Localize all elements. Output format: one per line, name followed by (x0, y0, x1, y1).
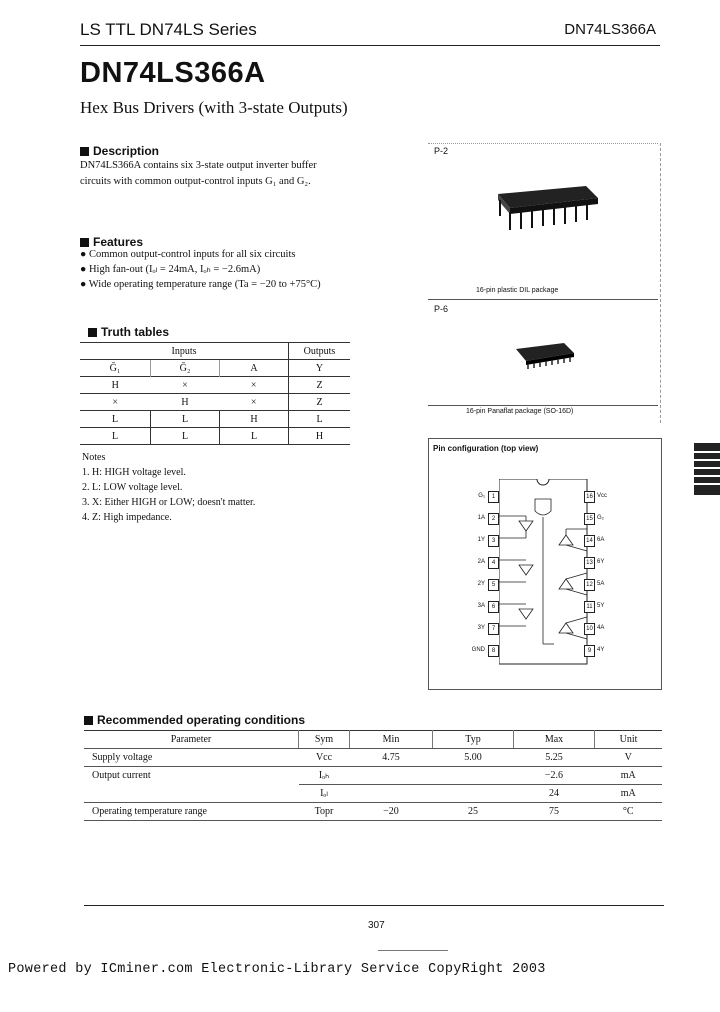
pin-number: 4 (488, 557, 499, 569)
package-code: P-2 (434, 146, 449, 156)
footer-credit: Powered by ICminer.com Electronic-Library Service CopyRight 2003 (8, 962, 546, 977)
index-tab (694, 453, 720, 459)
pin-number: 13 (584, 557, 595, 569)
table-cell: Output current (92, 770, 151, 782)
outputs-group-header: Outputs (289, 343, 351, 360)
list-item: ● High fan-out (Iₒₗ = 24mA, Iₒₕ = −2.6mA) (80, 264, 261, 275)
conditions-heading: Recommended operating conditions (84, 713, 305, 727)
column-header: Parameter (84, 731, 299, 749)
description-heading: Description (80, 144, 159, 158)
pin-label: 4Y (597, 647, 605, 653)
list-item: 2. L: LOW voltage level. (82, 482, 183, 493)
package-caption: 16-pin Panaflat package (SO-16D) (466, 408, 574, 415)
column-header: Sym (299, 731, 350, 749)
table-row (80, 394, 350, 411)
table-cell: Z (289, 394, 351, 411)
pin-number: 11 (584, 601, 595, 613)
pin-label: G₂ (597, 515, 604, 521)
pin-label: G₁ (478, 493, 485, 499)
table-cell: Topr (299, 803, 350, 821)
description-line: circuits with common output-control inputs G₁ and G₂. (80, 176, 311, 187)
table-row (84, 749, 662, 767)
pin-number: 12 (584, 579, 595, 591)
description-line: DN74LS366A contains six 3-state output inverter buffer (80, 160, 317, 171)
table-cell: 4.75 (350, 749, 433, 767)
table-cell: L (151, 411, 220, 428)
features-heading: Features (80, 235, 143, 249)
table-cell: °C (595, 803, 663, 821)
table-cell: H (80, 377, 151, 394)
index-tab (694, 461, 720, 467)
column-header: Min (350, 731, 433, 749)
dil-package-image (486, 176, 604, 234)
pin-label: 1A (477, 515, 485, 521)
pin-config-box (428, 438, 662, 690)
pin-label: 6Y (597, 559, 605, 565)
list-item: ● Wide operating temperature range (Ta = −20 to +75°C) (80, 279, 321, 290)
bullet-square-icon (80, 147, 89, 156)
pin-label: 4A (597, 625, 605, 631)
pin-diagram (499, 479, 599, 669)
series-title: LS TTL DN74LS Series (80, 20, 257, 39)
pin-number: 2 (488, 513, 499, 525)
list-item: ● Common output-control inputs for all six circuits (80, 249, 296, 260)
table-row (80, 377, 350, 394)
column-header: Ḡ₁ (80, 360, 151, 377)
index-tab (694, 443, 720, 451)
column-header: Y (289, 360, 351, 377)
table-cell: × (220, 394, 289, 411)
table-cell: 25 (433, 803, 514, 821)
table-cell: H (220, 411, 289, 428)
flat-package-image (510, 339, 580, 371)
header-rule (80, 45, 660, 46)
pin-config-heading: Pin configuration (top view) (433, 444, 539, 453)
pin-label: 3Y (477, 625, 485, 631)
table-cell: H (151, 394, 220, 411)
table-cell: Iₒₗ (299, 785, 350, 803)
pin-number: 7 (488, 623, 499, 635)
table-cell (433, 767, 514, 785)
table-cell: L (80, 428, 151, 445)
pin-number: 6 (488, 601, 499, 613)
table-cell: Z (289, 377, 351, 394)
table-cell: 5.25 (514, 749, 595, 767)
column-header: Ḡ₂ (151, 360, 220, 377)
bullet-square-icon (80, 238, 89, 247)
page-title: DN74LS366A (80, 57, 266, 89)
column-header: Typ (433, 731, 514, 749)
column-header: A (220, 360, 289, 377)
bullet-square-icon (84, 716, 93, 725)
table-cell: L (220, 428, 289, 445)
table-cell: V (595, 749, 663, 767)
notes-heading: Notes (82, 452, 106, 463)
pin-label: GND (471, 647, 485, 653)
pin-label: 1Y (477, 537, 485, 543)
table-cell (84, 785, 299, 803)
footer-rule (84, 905, 664, 906)
pin-number: 1 (488, 491, 499, 503)
page-number: 307 (368, 920, 385, 931)
description-text (80, 158, 380, 190)
column-header: Unit (595, 731, 663, 749)
features-list (80, 247, 380, 292)
index-tab (694, 469, 720, 475)
pin-label: 5Y (597, 603, 605, 609)
pin-label: 3A (477, 603, 485, 609)
table-cell: Iₒₕ (299, 767, 350, 785)
list-item: 4. Z: High impedance. (82, 512, 172, 523)
package-box-top-rule (428, 143, 658, 145)
pin-number: 9 (584, 645, 595, 657)
package-code: P-6 (434, 304, 449, 314)
table-row (84, 803, 662, 821)
pin-label: 6A (597, 537, 605, 543)
table-cell: × (80, 394, 151, 411)
pin-number: 15 (584, 513, 595, 525)
table-cell: 75 (514, 803, 595, 821)
table-cell: 24 (514, 785, 595, 803)
truth-table-heading: Truth tables (88, 325, 169, 339)
table-row (84, 785, 662, 803)
table-cell: mA (595, 767, 663, 785)
pin-number: 16 (584, 491, 595, 503)
page-subtitle: Hex Bus Drivers (with 3-state Outputs) (80, 98, 348, 117)
table-cell: Supply voltage (84, 749, 299, 767)
pin-number: 8 (488, 645, 499, 657)
list-item: 1. H: HIGH voltage level. (82, 467, 186, 478)
table-cell: Operating temperature range (84, 803, 299, 821)
notes (82, 450, 255, 525)
inputs-group-header: Inputs (171, 345, 197, 357)
pin-number: 3 (488, 535, 499, 547)
table-cell: −2.6 (514, 767, 595, 785)
index-tab (694, 477, 720, 483)
package-divider (428, 405, 658, 406)
pin-label: 2Y (477, 581, 485, 587)
scan-rule (378, 950, 448, 951)
pin-number: 10 (584, 623, 595, 635)
pin-label: Vcc (597, 493, 608, 499)
pin-label: 5A (597, 581, 605, 587)
pin-number: 5 (488, 579, 499, 591)
table-cell: mA (595, 785, 663, 803)
table-cell: × (220, 377, 289, 394)
part-reference: DN74LS366A (564, 21, 656, 38)
table-cell (350, 767, 433, 785)
conditions-table (84, 730, 662, 821)
list-item: 3. X: Either HIGH or LOW; doesn't matter. (82, 497, 256, 508)
pin-label: 2A (477, 559, 485, 565)
table-cell (350, 785, 433, 803)
package-divider (428, 299, 658, 300)
table-row (84, 767, 662, 785)
table-cell: L (289, 411, 351, 428)
side-index-tabs (694, 443, 720, 499)
table-row (80, 428, 350, 445)
table-cell: L (151, 428, 220, 445)
package-box (428, 143, 661, 423)
table-header-row (84, 731, 662, 749)
table-cell: −20 (350, 803, 433, 821)
package-caption: 16-pin plastic DIL package (476, 287, 559, 294)
table-cell: Vcc (299, 749, 350, 767)
pin-number: 14 (584, 535, 595, 547)
index-tab (694, 485, 720, 495)
table-cell: L (80, 411, 151, 428)
table-row (80, 411, 350, 428)
bullet-square-icon (88, 328, 97, 337)
table-cell: × (151, 377, 220, 394)
table-cell: 5.00 (433, 749, 514, 767)
truth-table (80, 342, 350, 445)
table-cell: H (289, 428, 351, 445)
column-header: Max (514, 731, 595, 749)
table-cell (433, 785, 514, 803)
